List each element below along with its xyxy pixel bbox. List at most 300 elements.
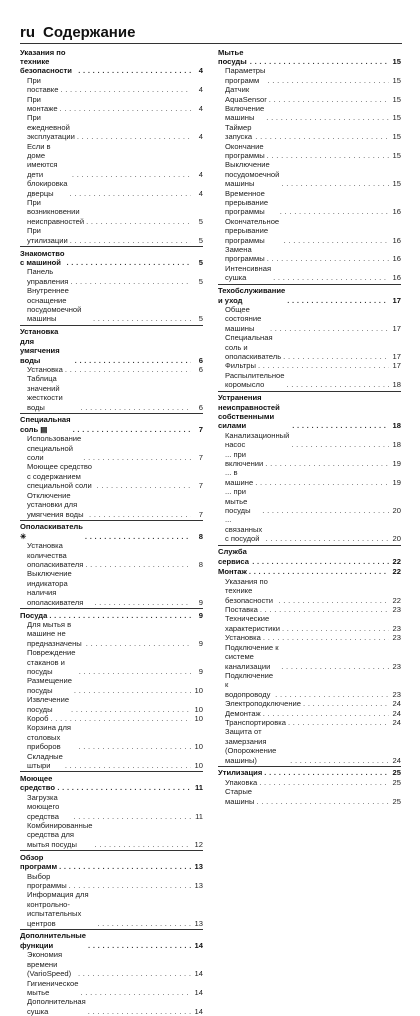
toc-entry-title: При ежедневной эксплуатации [27, 113, 75, 142]
toc-leader-dots [252, 557, 389, 566]
toc-entry-title: Упаковка [225, 777, 258, 787]
toc-leader-dots [249, 567, 389, 576]
toc-entry-title: При монтаже [27, 94, 58, 113]
toc-entry-title: Отключение установки для умягчения воды [27, 490, 84, 519]
toc-leader-dots [263, 633, 389, 642]
toc-entry[interactable] [20, 569, 203, 609]
toc-leader-dots [286, 380, 389, 389]
toc-page-number: 5 [198, 216, 203, 226]
toc-page-number: 10 [194, 761, 203, 771]
toc-page-number: 16 [392, 207, 401, 217]
toc-page-number: 9 [198, 610, 203, 620]
toc-entry-title: Знакомство с машиной [20, 248, 65, 267]
toc-leader-dots [267, 76, 389, 85]
toc-entry-title: При поставке [27, 75, 59, 95]
toc-leader-dots [66, 258, 191, 267]
toc-entry-title: Поставка [225, 605, 258, 615]
toc-entry-title: Моющее средство с содержанием специальной соли [27, 462, 93, 491]
toc-entry[interactable] [20, 950, 203, 978]
toc-entry[interactable] [20, 365, 203, 374]
toc-page-number: 22 [392, 567, 401, 577]
toc-leader-dots [93, 314, 191, 323]
toc-entry-title: Для мытья в машине не предназначены [27, 619, 82, 648]
toc-leader-dots [259, 778, 389, 787]
toc-section-entry[interactable] [20, 774, 203, 793]
toc-page-number: 8 [198, 531, 203, 541]
toc-page-number: 12 [194, 839, 203, 849]
toc-leader-dots [250, 57, 389, 66]
toc-leader-dots [280, 207, 389, 216]
toc-leader-dots [65, 761, 191, 770]
toc-entry-title: Общее состояние машины [225, 304, 262, 333]
toc-entry[interactable] [218, 450, 401, 469]
toc-page-number: 7 [198, 481, 203, 491]
toc-page-number: 14 [194, 940, 203, 950]
toc-leader-dots [59, 862, 191, 871]
toc-leader-dots [287, 296, 389, 305]
language-code: ru [20, 24, 35, 41]
toc-entry-title: Служба сервиса [218, 547, 249, 566]
toc-leader-dots [65, 365, 191, 374]
toc-entry-title: Специальная соль и ополаскиватель [225, 333, 282, 361]
toc-entry-title: Датчик AquaSensor [225, 85, 267, 104]
toc-leader-dots [72, 170, 191, 179]
toc-page-number: 17 [392, 295, 401, 305]
toc-page-number: 5 [198, 314, 203, 324]
toc-entry[interactable] [20, 226, 203, 247]
toc-leader-dots [260, 605, 389, 614]
toc-leader-dots [292, 421, 389, 430]
toc-leader-dots [78, 969, 191, 978]
toc-page-number: 24 [392, 699, 401, 709]
toc-entry-title: Подключение к системе канализации [225, 642, 279, 671]
toc-leader-dots [278, 596, 389, 605]
toc-leader-dots [262, 506, 389, 515]
toc-entry-title: Если в доме имеются дети [27, 141, 58, 179]
toc-entry-title: блокировка дверцы [27, 179, 68, 198]
toc-entry[interactable] [218, 264, 401, 285]
toc-entry-title: При возникновении неисправностей [27, 198, 85, 226]
toc-entry-title: Таймер запуска [225, 122, 253, 142]
toc-entry[interactable] [20, 620, 203, 648]
toc-leader-dots [263, 709, 389, 718]
toc-page-number: 14 [194, 987, 203, 997]
toc-leader-dots [86, 639, 191, 648]
toc-entry[interactable] [218, 123, 401, 142]
toc-entry[interactable] [218, 487, 401, 515]
toc-entry-title: Включение машины [225, 103, 265, 123]
toc-leader-dots [303, 699, 389, 708]
toc-entry[interactable] [218, 605, 401, 614]
toc-entry-title: Выбор программы [27, 871, 67, 890]
toc-page-number: 13 [194, 862, 203, 872]
toc-entry-title: Интенсивная сушка [225, 263, 272, 283]
toc-entry[interactable] [218, 361, 401, 370]
toc-entry[interactable] [20, 793, 203, 821]
toc-page-number: 15 [392, 113, 401, 123]
toc-page-number: 9 [198, 638, 203, 648]
toc-entry-title: Ополаскиватель ✳ [20, 522, 83, 541]
toc-entry[interactable] [20, 676, 203, 695]
toc-column-right [218, 46, 401, 806]
toc-entry[interactable] [20, 648, 203, 676]
toc-page-number: 23 [392, 689, 401, 699]
toc-leader-dots [85, 560, 191, 569]
toc-page-number: 10 [194, 704, 203, 714]
toc-leader-dots [80, 403, 191, 412]
toc-entry[interactable] [218, 217, 401, 245]
toc-leader-dots [290, 756, 389, 765]
toc-entry[interactable] [218, 189, 401, 217]
toc-entry-title: Канализационный насос [225, 430, 290, 450]
toc-leader-dots [79, 667, 191, 676]
toc-leader-dots [74, 686, 191, 695]
toc-page-number: 22 [392, 556, 401, 566]
toc-page-number: 10 [194, 714, 203, 724]
toc-entry-title: Дополнительные функции [20, 931, 86, 950]
toc-page-number: 20 [392, 506, 401, 515]
toc-page-number: 10 [194, 685, 203, 695]
toc-entry[interactable] [20, 979, 203, 998]
toc-entry-title: ... при включении [225, 449, 264, 468]
toc-page-number: 23 [392, 661, 401, 671]
toc-section-entry[interactable] [20, 48, 203, 76]
toc-entry[interactable] [20, 821, 203, 851]
toc-section-entry[interactable] [20, 931, 203, 950]
toc-leader-dots [86, 217, 191, 226]
toc-entry[interactable] [218, 671, 401, 699]
toc-entry-title: Указания по технике безопасности [225, 576, 274, 605]
toc-page-number: 4 [198, 169, 203, 179]
toc-entry[interactable] [20, 714, 203, 723]
toc-entry-title: Установка [27, 364, 63, 374]
toc-entry[interactable] [20, 997, 203, 1016]
toc-entry-title: Посуда [20, 610, 48, 620]
toc-entry-title: Гигиеническое мытье [27, 978, 79, 997]
toc-entry[interactable] [20, 491, 203, 521]
toc-entry-title: Указания по технике безопасности [20, 47, 72, 76]
toc-leader-dots [85, 532, 191, 541]
toc-entry-title: Параметры программ [225, 66, 266, 85]
toc-page-number: 8 [198, 560, 203, 570]
toc-page-number: 4 [198, 66, 203, 76]
toc-entry-title: Транспортировка [225, 717, 286, 727]
toc-entry[interactable] [218, 718, 401, 727]
toc-page-number: 4 [198, 132, 203, 142]
toc-leader-dots [266, 113, 389, 122]
toc-page-number: 23 [392, 605, 401, 615]
toc-entry-title: Складные штыри [27, 751, 63, 771]
toc-page-number: 22 [392, 595, 401, 605]
toc-entry-title: Временное прерывание программы [225, 188, 269, 217]
toc-section-entry[interactable] [20, 249, 203, 268]
toc-entry[interactable] [218, 709, 401, 718]
toc-page-number: 18 [392, 421, 401, 431]
toc-page-number: 13 [194, 880, 203, 890]
toc-entry[interactable] [20, 198, 203, 226]
toc-page-number: 9 [198, 597, 203, 607]
toc-entry-title: Дополнительная сушка [27, 997, 86, 1016]
toc-entry[interactable] [218, 614, 401, 633]
toc-entry-title: Технические характеристики [225, 614, 280, 633]
toc-entry[interactable] [20, 76, 203, 95]
toc-leader-dots [50, 714, 191, 723]
toc-leader-dots [266, 534, 389, 543]
toc-entry-title: Панель управления [27, 267, 69, 286]
toc-page-number: 19 [392, 458, 401, 468]
toc-entry-title: Внутреннее оснащение посудомоечной машины [27, 286, 82, 324]
toc-leader-dots [284, 236, 389, 245]
toc-section-entry[interactable] [20, 611, 203, 620]
toc-leader-dots [255, 132, 389, 141]
toc-leader-dots [267, 151, 389, 160]
toc-page-number: 11 [195, 811, 203, 821]
toc-leader-dots [60, 85, 191, 94]
toc-page-number: 23 [392, 623, 401, 633]
toc-page-number: 16 [392, 254, 401, 264]
toc-leader-dots [283, 352, 389, 361]
toc-section-entry[interactable] [20, 853, 203, 872]
toc-entry[interactable] [218, 160, 401, 188]
toc-page-number: 24 [392, 708, 401, 718]
toc-page-number: 15 [392, 56, 401, 66]
toc-entry-title: Замена программы [225, 245, 265, 264]
toc-page-number: 6 [198, 402, 203, 412]
toc-leader-dots [97, 919, 191, 928]
toc-page-number: 18 [392, 380, 401, 390]
toc-entry[interactable] [20, 286, 203, 326]
toc-leader-dots [89, 510, 191, 519]
toc-page-number: 5 [198, 276, 203, 286]
toc-leader-dots [94, 598, 191, 607]
toc-entry[interactable] [218, 333, 401, 361]
toc-entry-title: Извлечение посуды [27, 695, 70, 714]
toc-page-number: 16 [392, 235, 401, 245]
toc-page-number: 17 [392, 323, 401, 333]
toc-entry-title: Демонтаж [225, 708, 261, 718]
toc-page-number: 14 [194, 1006, 203, 1016]
toc-leader-dots [264, 768, 389, 777]
toc-leader-dots [88, 941, 191, 950]
toc-leader-dots [49, 611, 191, 620]
toc-entry[interactable] [20, 113, 203, 141]
toc-page-number: 7 [198, 509, 203, 519]
toc-entry-title: Комбинированные средства для мытья посуды [27, 821, 93, 849]
toc-entry-title: Установка количества ополаскивателя [27, 541, 84, 570]
toc-entry-title: Устранения неисправностей собственными силами [218, 393, 280, 431]
toc-entry-title: Выключение индикатора наличия ополаскивателя [27, 569, 84, 607]
toc-section-entry[interactable] [20, 327, 203, 365]
toc-page-number: 17 [392, 361, 401, 371]
toc-entry[interactable] [218, 778, 401, 787]
toc-entry-title: Короб [27, 714, 49, 724]
toc-entry-title: При утилизации [27, 226, 68, 245]
toc-page-number: 24 [392, 755, 401, 765]
toc-entry[interactable] [20, 723, 203, 751]
toc-section-entry[interactable] [218, 286, 401, 305]
toc-leader-dots [267, 254, 389, 263]
toc-leader-dots [78, 66, 191, 75]
toc-leader-dots [75, 356, 191, 365]
toc-entry[interactable] [218, 699, 401, 708]
toc-section-entry[interactable] [218, 547, 401, 566]
toc-entry[interactable] [218, 577, 401, 605]
toc-leader-dots [88, 1007, 191, 1016]
toc-entry[interactable] [218, 142, 401, 161]
toc-entry[interactable] [20, 890, 203, 930]
toc-entry-title: Обзор программ [20, 852, 58, 872]
toc-entry-title: Корзина для столовых приборов [27, 723, 72, 752]
toc-leader-dots [77, 132, 191, 141]
toc-leader-dots [291, 440, 389, 449]
toc-entry[interactable] [20, 267, 203, 286]
toc-leader-dots [282, 624, 389, 633]
toc-entry-title: Старые машины [225, 787, 255, 806]
toc-entry[interactable] [218, 371, 401, 392]
toc-entry[interactable] [218, 633, 401, 642]
toc-entry-title: Таблица значений жесткости воды [27, 374, 63, 412]
toc-leader-dots [265, 459, 389, 468]
toc-leader-dots [288, 718, 389, 727]
toc-leader-dots [70, 277, 191, 286]
toc-page-number: 4 [198, 188, 203, 198]
toc-page-number: 20 [392, 534, 401, 544]
toc-entry[interactable] [218, 245, 401, 264]
toc-section-entry[interactable] [20, 415, 203, 434]
toc-entry-title: Мытье посуды [218, 47, 247, 66]
toc-entry-title: Установка для умягчения воды [20, 327, 60, 365]
toc-leader-dots [73, 425, 191, 434]
toc-entry[interactable] [218, 643, 401, 671]
toc-page-number: 6 [198, 364, 203, 374]
toc-page-number: 15 [392, 75, 401, 85]
toc-page-number: 16 [392, 273, 401, 283]
toc-leader-dots [275, 690, 389, 699]
toc-entry[interactable] [20, 462, 203, 490]
toc-leader-dots [71, 705, 191, 714]
toc-entry-title: Использование специальной соли [27, 434, 82, 463]
toc-entry[interactable] [20, 434, 203, 462]
toc-entry-title: Электроподключение [225, 699, 301, 709]
toc-section-entry[interactable] [218, 567, 401, 576]
toc-page-number: 6 [198, 355, 203, 365]
toc-page-number: 4 [198, 103, 203, 113]
toc-entry-title: Распылительное коромысло [225, 370, 285, 390]
toc-entry[interactable] [218, 104, 401, 123]
toc-leader-dots [73, 812, 191, 821]
toc-section-entry[interactable] [20, 522, 203, 541]
toc-page-number: 7 [198, 424, 203, 434]
toc-section-entry[interactable] [218, 768, 401, 777]
toc-leader-dots [57, 783, 191, 792]
toc-page-number: 5 [198, 235, 203, 245]
toc-entry-title: Экономия времени (VarioSpeed) [27, 950, 72, 979]
toc-page-number: 19 [392, 477, 401, 487]
toc-column-left [20, 46, 203, 1016]
toc-entry[interactable] [20, 872, 203, 891]
toc-entry[interactable] [20, 142, 203, 180]
toc-page-number: 18 [392, 440, 401, 450]
toc-entry-title: Информация для контрольно-испытательных центров [27, 890, 89, 928]
toc-leader-dots [269, 95, 389, 104]
toc-entry[interactable] [218, 66, 401, 85]
toc-entry-title: Фильтры [225, 361, 256, 371]
toc-entry[interactable] [20, 541, 203, 569]
toc-entry[interactable] [20, 95, 203, 114]
toc-entry[interactable] [20, 752, 203, 773]
toc-leader-dots [70, 189, 191, 198]
toc-leader-dots [97, 481, 191, 490]
toc-entry[interactable] [218, 305, 401, 333]
toc-page-number: 5 [198, 257, 203, 267]
toc-page-number: 15 [392, 150, 401, 160]
toc-entry-title: Повреждение стаканов и посуды [27, 648, 76, 676]
toc-section-entry[interactable] [218, 48, 401, 67]
toc-leader-dots [95, 840, 192, 849]
toc-page-number: 23 [392, 633, 401, 643]
toc-section-entry[interactable] [218, 393, 401, 431]
toc-entry[interactable] [218, 468, 401, 487]
toc-leader-dots [70, 236, 191, 245]
toc-entry-title: ... связанных с посудой [225, 515, 263, 544]
toc-entry-title: ... в машине [225, 468, 254, 487]
toc-entry-title: ... при мытье посуды [225, 487, 251, 515]
toc-entry-title: Техобслуживание и уход [218, 286, 286, 305]
toc-leader-dots [273, 273, 389, 282]
toc-entry-title: Подключение к водопроводу [225, 670, 274, 699]
toc-leader-dots [255, 478, 389, 487]
toc-entry-title: Выключение посудомоечной машины [225, 160, 280, 189]
toc-page-number: 15 [392, 132, 401, 142]
toc-entry-title: Защита от замерзания (Опорожнение машины) [225, 727, 277, 765]
toc-entry-title: Моющее средство [20, 773, 55, 793]
toc-page-number: 15 [392, 94, 401, 104]
toc-leader-dots [258, 361, 389, 370]
toc-entry[interactable] [20, 179, 203, 198]
toc-entry-title: Окончательное прерывание программы [225, 216, 280, 245]
toc-entry-title: Утилизация [218, 768, 263, 778]
toc-page-number: 25 [392, 796, 401, 806]
toc-entry[interactable] [20, 695, 203, 714]
toc-page-number: 7 [198, 453, 203, 463]
toc-entry[interactable] [218, 85, 401, 104]
toc-entry[interactable] [218, 787, 401, 806]
toc-header [20, 24, 402, 44]
toc-entry[interactable] [218, 431, 401, 450]
toc-entry-title: Загрузка моющего средства [27, 792, 60, 821]
toc-page-number: 10 [194, 742, 203, 752]
toc-page-number: 25 [392, 777, 401, 787]
toc-entry-title: Окончание программы [225, 141, 265, 160]
toc-leader-dots [83, 453, 191, 462]
toc-leader-dots [60, 104, 191, 113]
toc-page-number: 9 [198, 667, 203, 676]
toc-leader-dots [69, 881, 191, 890]
toc-page-number: 11 [194, 783, 203, 793]
toc-entry[interactable] [218, 727, 401, 767]
toc-leader-dots [270, 324, 389, 333]
toc-entry[interactable] [218, 515, 401, 545]
toc-leader-dots [281, 179, 389, 188]
toc-leader-dots [80, 988, 191, 997]
toc-page-number: 13 [194, 918, 203, 928]
toc-entry-title: Монтаж [218, 567, 247, 577]
toc-page-number: 25 [392, 768, 401, 778]
page-title: Содержание [43, 24, 136, 41]
toc-entry[interactable] [20, 374, 203, 414]
toc-page-number: 14 [194, 969, 203, 979]
toc-page-number: 17 [392, 352, 401, 361]
